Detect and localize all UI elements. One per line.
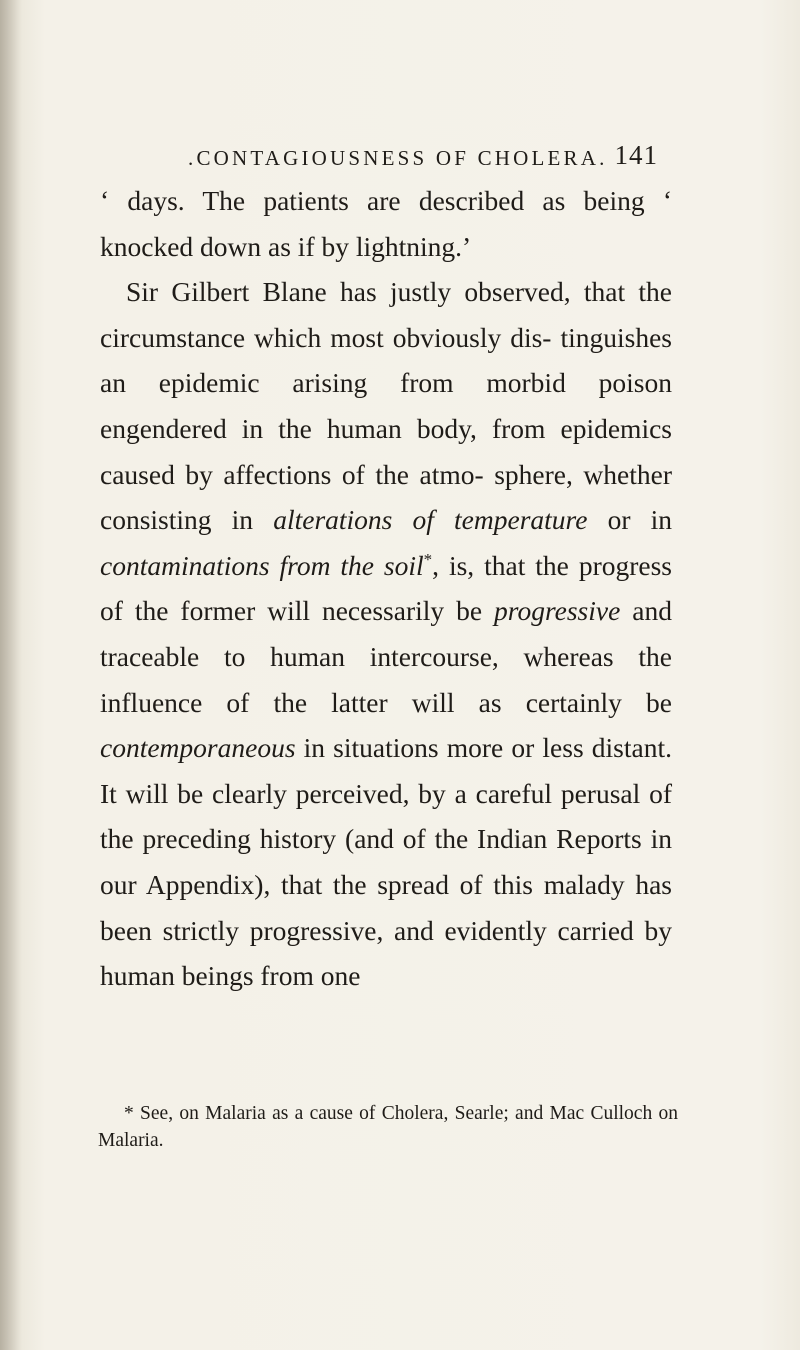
paragraph-2-text-b: or in xyxy=(587,504,673,536)
paragraph-2-text-d: and traceable to human intercourse, whereas the influence of the latter will as certainly be xyxy=(100,595,672,718)
footnote-marker: * xyxy=(423,549,433,569)
italic-progressive: progressive xyxy=(494,595,621,627)
paragraph-2 xyxy=(100,269,672,999)
paragraph-2-text-e: in situations more or less distant. It will be clearly perceived, by a careful perusal of the preceding history (and of the Indian Reports in our Appendix), that the spread of this malady has been strictly progressive, and evidently carried by human beings from one xyxy=(100,732,672,992)
paragraph-1: ‘ days. The patients are described as being ‘ knocked down as if by lightning.’ xyxy=(100,185,672,262)
page-number: 141 xyxy=(614,140,658,170)
footnote-text: * See, on Malaria as a cause of Cholera, Searle; and Mac Culloch on Malaria. xyxy=(98,1103,678,1151)
running-head-title: .CONTAGIOUSNESS OF CHOLERA. xyxy=(188,146,608,170)
body-text xyxy=(100,178,672,999)
paragraph-2-text-c: , is, that the progress of the former will necessarily be xyxy=(100,549,672,627)
italic-contaminations: contaminations from the soil xyxy=(100,549,424,581)
page-gutter-shadow xyxy=(0,0,22,1350)
footnote xyxy=(98,1100,678,1154)
italic-contemporaneous: contemporaneous xyxy=(100,732,296,764)
running-head xyxy=(188,140,658,180)
paragraph-2-text-a: Sir Gilbert Blane has justly observed, that the circumstance which most obviously dis- tinguishes an epidemic arising from morbid poison engendered in the human body, from epidemics caused by affections of the atmo- sphere, whether consisting in xyxy=(100,276,672,536)
italic-alterations: alterations of temperature xyxy=(273,504,588,536)
